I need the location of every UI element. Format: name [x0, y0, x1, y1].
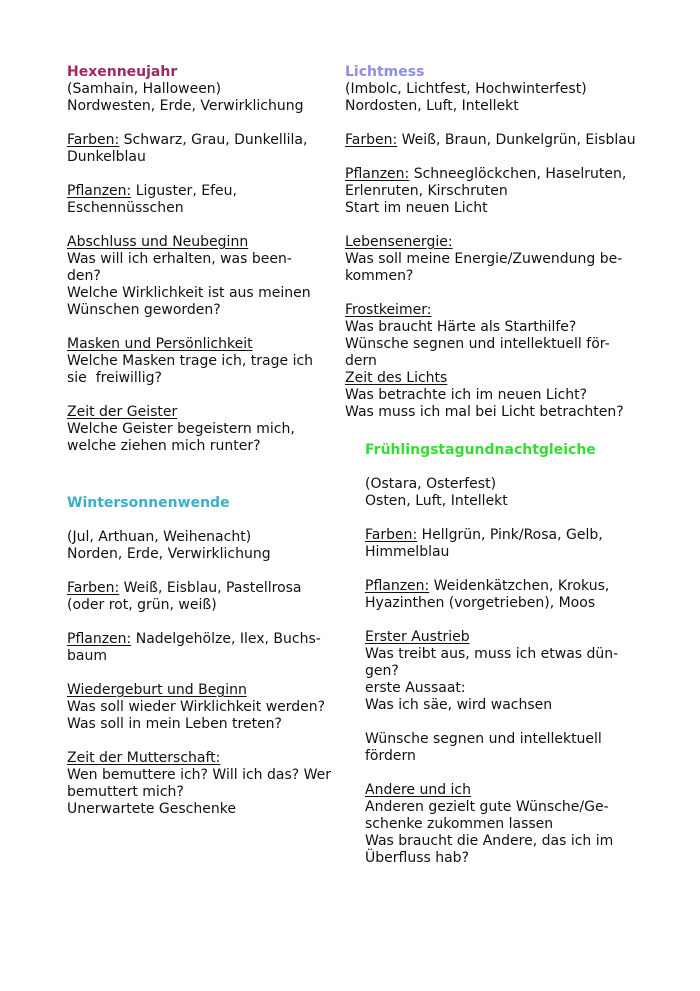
wintersonnenwende-farben: Farben: Weiß, Eisblau, Pastellrosa [67, 580, 302, 596]
fruehling-alias: (Ostara, Osterfest) [365, 476, 497, 492]
austrieb-heading: Erster Austrieb [365, 629, 470, 645]
pflanzen-label: Pflanzen: [365, 578, 430, 594]
mutterschaft-heading: Zeit der Mutterschaft: [67, 750, 221, 766]
fruehling-pflanzen: Pflanzen: Weidenkätzchen, Krokus, [365, 578, 610, 594]
left-column: Hexenneujahr (Samhain, Halloween) Nordwesten, Erde, Verwirklichung Farben: Schwarz, Grau, Dunkellila, Dunkelblau Pflanzen: Liguster, Efeu, Eschennüsschen Abschluss und Neubeginn Was will ich erhalten, was been- den? Welche Wirklichkeit ist aus meinen Wünschen geworden? Masken und Persönlichkeit Welche Masken trage ich, trage ich sie freiwillig? Zeit der Geister Welche Geister begeistern mich, welche ziehen mich runter? Wintersonnenwende (Jul, Arthuan, Weihenacht) Norden, Erde, Verwirklichung Farben: Weiß, Eisblau, Pastellrosa (oder rot, grün, weiß) Pflanzen: Nadelgehölze, Ilex, Buchs- baum Wiedergeburt und Beginn Was soll wieder Wirklichkeit werden? Was soll in mein Leben treten? Zeit der Mutterschaft: Wen bemuttere ich? Will ich das? Wer bemuttert mich? Unerwartete Geschenke [67, 64, 339, 818]
farben-label: Farben: [67, 580, 120, 596]
wintersonnenwende-alias: (Jul, Arthuan, Weihenacht) [67, 529, 252, 545]
lichtmess-farben: Farben: Weiß, Braun, Dunkelgrün, Eisblau [345, 132, 636, 148]
fruehling-direction: Osten, Luft, Intellekt [365, 493, 508, 509]
farben-label: Farben: [345, 132, 398, 148]
lichtmess-alias: (Imbolc, Lichtfest, Hochwinterfest) [345, 81, 587, 97]
lebensenergie-heading: Lebensenergie: [345, 234, 453, 250]
fruehling-section: Frühlingstagundnachtgleiche (Ostara, Osterfest) Osten, Luft, Intellekt Farben: Hellgrün, Pink/Rosa, Gelb, Himmelblau Pflanzen: Weidenkätzchen, Krokus, Hyazinthen (vorgetrieben), Moos Erster Austrieb Was treibt aus, muss ich etwas dün- gen? erste Aussaat: Was ich säe, wird wachsen Wünsche segnen und intellektuell fördern Andere und ich Anderen gezielt gute Wünsche/Ge- schenke zukommen lassen Was braucht die Andere, das ich im Überfluss hab? [345, 442, 645, 867]
lichtmess-direction: Nordosten, Luft, Intellekt [345, 98, 519, 114]
andere-heading: Andere und ich [365, 782, 472, 798]
abschluss-heading: Abschluss und Neubeginn [67, 234, 249, 250]
hexenneujahr-direction: Nordwesten, Erde, Verwirklichung [67, 98, 304, 114]
wintersonnenwende-pflanzen: Pflanzen: Nadelgehölze, Ilex, Buchs- [67, 631, 321, 647]
hexenneujahr-farben: Farben: Schwarz, Grau, Dunkellila, [67, 132, 308, 148]
hexenneujahr-alias: (Samhain, Halloween) [67, 81, 222, 97]
pflanzen-label: Pflanzen: [67, 183, 132, 199]
wintersonnenwende-direction: Norden, Erde, Verwirklichung [67, 546, 271, 562]
lichtmess-pflanzen: Pflanzen: Schneeglöckchen, Haselruten, [345, 166, 627, 182]
licht-heading: Zeit des Lichts [345, 370, 448, 386]
wiedergeburt-heading: Wiedergeburt und Beginn [67, 682, 247, 698]
farben-label: Farben: [365, 527, 418, 543]
fruehling-farben: Farben: Hellgrün, Pink/Rosa, Gelb, [365, 527, 603, 543]
lichtmess-title: Lichtmess [345, 64, 425, 80]
wintersonnenwende-title: Wintersonnenwende [67, 495, 230, 511]
frostkeimer-heading: Frostkeimer: [345, 302, 432, 318]
pflanzen-label: Pflanzen: [345, 166, 410, 182]
masken-heading: Masken und Persönlichkeit [67, 336, 253, 352]
hexenneujahr-title: Hexenneujahr [67, 64, 178, 80]
hexenneujahr-pflanzen: Pflanzen: Liguster, Efeu, [67, 183, 237, 199]
fruehling-title: Frühlingstagundnachtgleiche [365, 442, 596, 458]
farben-label: Farben: [67, 132, 120, 148]
segnen-text: Wünsche segnen und intellektuell [365, 731, 602, 747]
right-column: Lichtmess (Imbolc, Lichtfest, Hochwinterfest) Nordosten, Luft, Intellekt Farben: Weiß, Braun, Dunkelgrün, Eisblau Pflanzen: Schneeglöckchen, Haselruten, Erlenruten, Kirschruten Start im neuen Licht Lebensenergie: Was soll meine Energie/Zuwendung be- kommen? Frostkeimer: Was braucht Härte als Starthilfe? Wünsche segnen und intellektuell för- dern Zeit des Lichts Was betrachte ich im neuen Licht? Was muss ich mal bei Licht betrachten? Frühlingstagundnachtgleiche (Ostara, Osterfest) Osten, Luft, Intellekt Farben: Hellgrün, Pink/Rosa, Gelb, Himmelblau Pflanzen: Weidenkätzchen, Krokus, Hyazinthen (vorgetrieben), Moos Erster Austrieb Was treibt aus, muss ich etwas dün- gen? erste Aussaat: Was ich säe, wird wachsen Wünsche segnen und intellektuell fördern Andere und ich Anderen gezielt gute Wünsche/Ge- schenke zukommen lassen Was braucht die Andere, das ich im Überfluss hab? [345, 64, 645, 867]
pflanzen-label: Pflanzen: [67, 631, 132, 647]
geister-heading: Zeit der Geister [67, 404, 178, 420]
